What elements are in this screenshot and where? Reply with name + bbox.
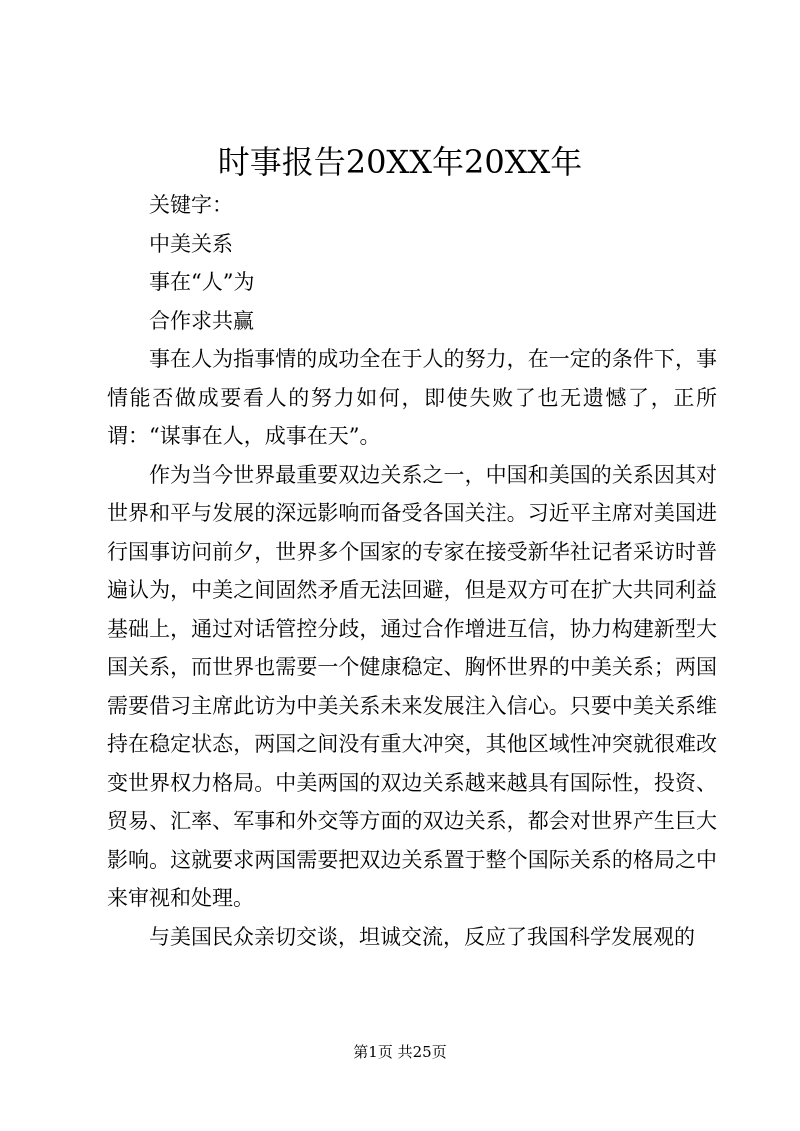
body-paragraph: 事在人为指事情的成功全在于人的努力，在一定的条件下，事情能否做成要看人的努力如何，即使失败了也无遗憾了，正所谓：“谋事在人，成事在天”。 bbox=[107, 347, 717, 448]
keyword-item: 合作求共赢 bbox=[149, 308, 254, 333]
document-title: 时事报告20XX年20XX年 bbox=[217, 143, 583, 181]
body-paragraph: 作为当今世界最重要双边关系之一，中国和美国的关系因其对世界和平与发展的深远影响而备受各国关注。习近平主席对美国进行国事访问前夕，世界多个国家的专家在接受新华社记者采访时普遍认为，中美之间固然矛盾无法回避，但是双方可在扩大共同利益基础上，通过对话管控分歧，通过合作增进互信，协力构建新型大国关系，而世界也需要一个健康稳定、胸怀世界的中美关系；两国需要借习主席此访为中美关系未来发展注入信心。只要中美关系维持在稳定状态，两国之间没有重大冲突，其他区域性冲突就很难改变世界权力格局。中美两国的双边关系越来越具有国际性，投资、贸易、汇率、军事和外交等方面的双边关系，都会对世界产生巨大影响。这就要求两国需要把双边关系置于整个国际关系的格局之中来审视和处理。 bbox=[107, 462, 717, 910]
keywords-label: 关键字： bbox=[149, 193, 233, 217]
page-footer: 第1页 共25页 bbox=[353, 1043, 447, 1061]
body-paragraph: 与美国民众亲切交谈，坦诚交流，反应了我国科学发展观的 bbox=[149, 924, 695, 949]
keyword-item: 事在“人”为 bbox=[149, 270, 255, 294]
keyword-item: 中美关系 bbox=[149, 231, 233, 256]
document-body bbox=[107, 186, 717, 956]
